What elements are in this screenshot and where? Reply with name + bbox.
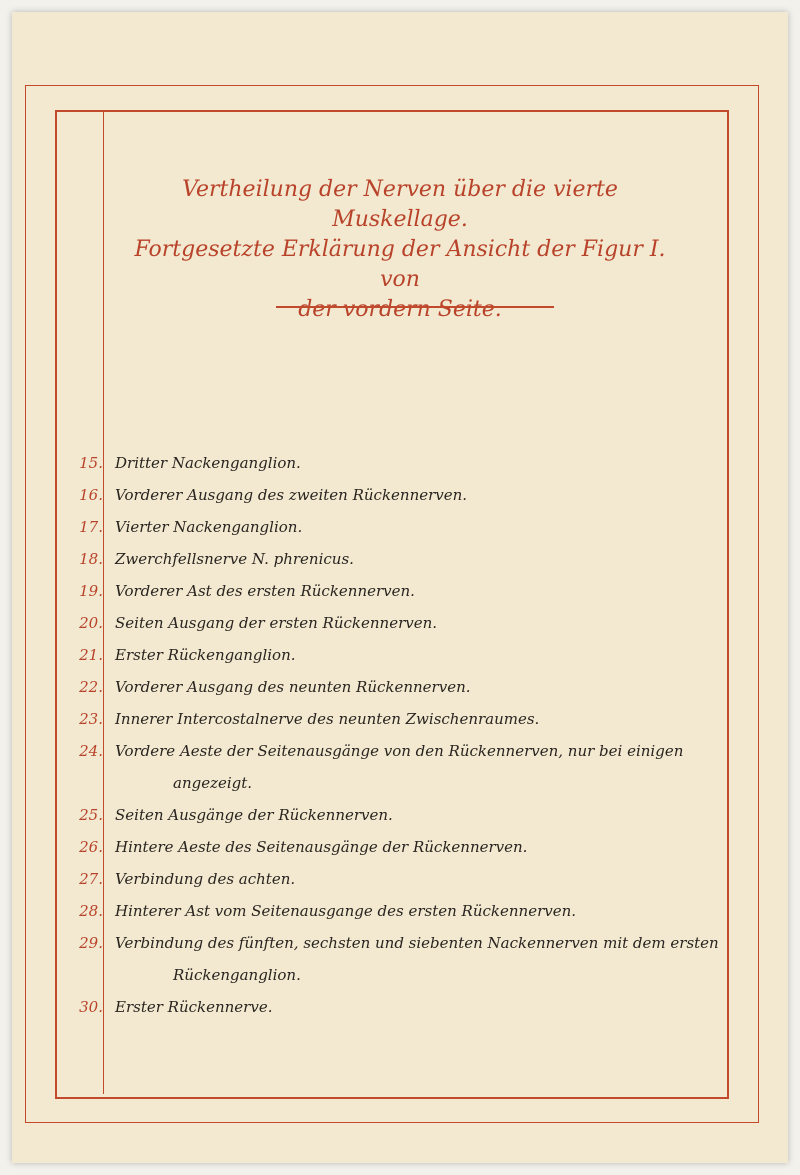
entry-number: 16. <box>79 486 103 504</box>
entry-number: 18. <box>79 550 103 568</box>
entry-number: 30. <box>79 998 103 1016</box>
entry-text: Vordere Aeste der Seitenausgänge von den Rückennerven, nur bei einigen <box>115 742 684 760</box>
entry-text: Erster Rückennerve. <box>115 998 273 1016</box>
list-item <box>65 863 705 895</box>
list-item <box>65 799 705 831</box>
page-title <box>115 175 685 325</box>
entry-continuation: angezeigt. <box>173 774 253 792</box>
entry-number: 26. <box>79 838 103 856</box>
entry-continuation: Rückenganglion. <box>173 966 301 984</box>
entry-number: 23. <box>79 710 103 728</box>
entry-number: 17. <box>79 518 103 536</box>
list-item <box>65 831 705 863</box>
title-line-2: Fortgesetzte Erklärung der Ansicht der Figur I. von <box>134 237 666 292</box>
list-item <box>65 511 705 543</box>
list-item <box>65 991 705 1023</box>
list-item <box>65 479 705 511</box>
list-item <box>65 927 719 991</box>
title-line-1: Vertheilung der Nerven über die vierte Muskellage. <box>182 177 618 232</box>
list-item <box>65 639 705 671</box>
entry-number: 22. <box>79 678 103 696</box>
entry-number: 20. <box>79 614 103 632</box>
entry-text: Vierter Nackenganglion. <box>115 518 303 536</box>
entry-text: Zwerchfellsnerve N. phrenicus. <box>115 550 354 568</box>
entry-text: Dritter Nackenganglion. <box>115 454 301 472</box>
list-item <box>65 607 705 639</box>
entry-number: 21. <box>79 646 103 664</box>
legend-list <box>65 447 719 1023</box>
list-item <box>65 447 705 479</box>
entry-text: Innerer Intercostalnerve des neunten Zwischenraumes. <box>115 710 540 728</box>
entry-text: Hinterer Ast vom Seitenausgange des ersten Rückennerven. <box>115 902 577 920</box>
list-item <box>65 671 705 703</box>
entry-text: Vorderer Ausgang des neunten Rückennerven. <box>115 678 471 696</box>
entry-number: 19. <box>79 582 103 600</box>
entry-text: Hintere Aeste des Seitenausgänge der Rückennerven. <box>115 838 528 856</box>
list-item <box>65 703 705 735</box>
title-line-3: der vordern Seite. <box>298 297 502 322</box>
entry-number: 27. <box>79 870 103 888</box>
entry-text: Vorderer Ast des ersten Rückennerven. <box>115 582 415 600</box>
entry-number: 28. <box>79 902 103 920</box>
entry-text: Seiten Ausgang der ersten Rückennerven. <box>115 614 438 632</box>
entry-text: Verbindung des fünften, sechsten und siebenten Nackennerven mit dem ersten <box>115 934 719 952</box>
entry-number: 25. <box>79 806 103 824</box>
entry-number: 24. <box>79 742 103 760</box>
entry-text: Verbindung des achten. <box>115 870 296 888</box>
entry-text: Vorderer Ausgang des zweiten Rückennerven. <box>115 486 468 504</box>
list-item <box>65 575 705 607</box>
entry-text: Erster Rückenganglion. <box>115 646 296 664</box>
list-item <box>65 895 705 927</box>
list-item <box>65 543 705 575</box>
entry-number: 29. <box>79 934 103 952</box>
entry-number: 15. <box>79 454 103 472</box>
title-underline <box>276 306 554 308</box>
entry-text: Seiten Ausgänge der Rückennerven. <box>115 806 393 824</box>
list-item <box>65 735 705 799</box>
